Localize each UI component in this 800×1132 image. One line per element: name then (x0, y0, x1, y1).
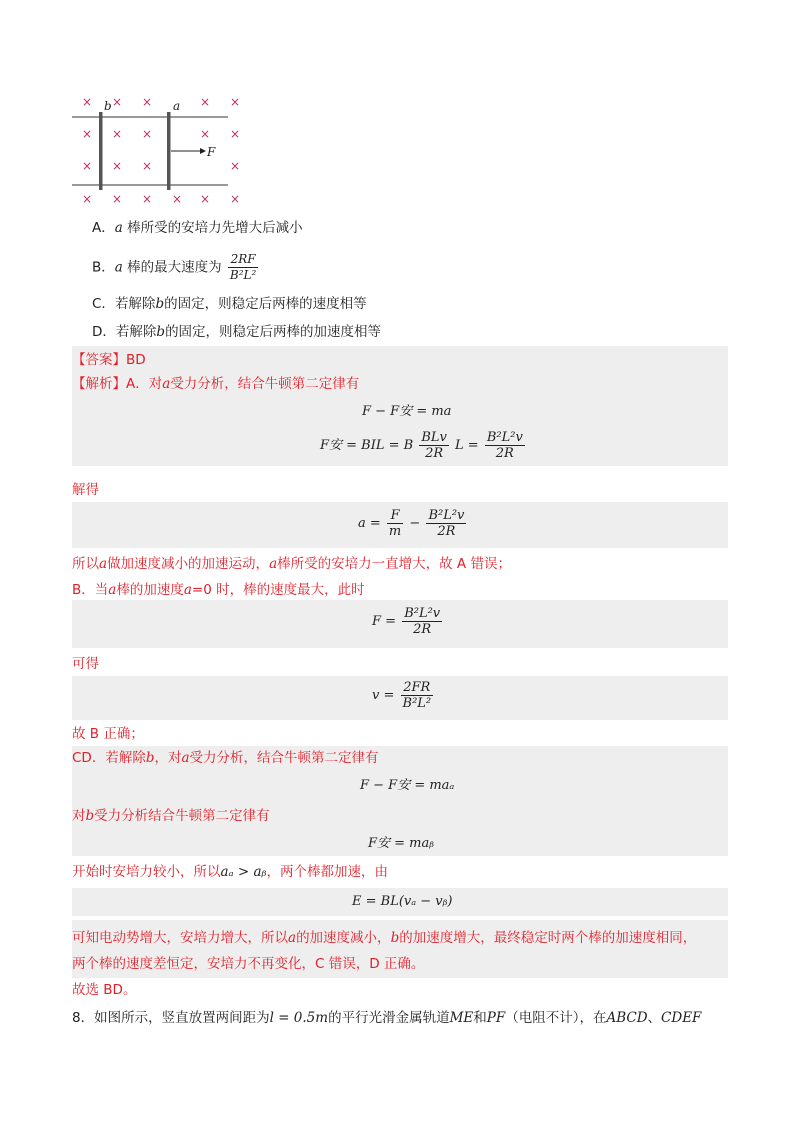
cross-mark: × (82, 127, 93, 141)
cross-mark: × (82, 192, 93, 206)
rod-a (167, 112, 171, 190)
analysis-line-9: 两个棒的速度差恒定，安培力不再变化，C 错误，D 正确。 (72, 956, 425, 972)
answer-line: 【答案】BD (72, 352, 146, 368)
equation-8: E = BL(vₐ − vᵦ) (352, 894, 453, 909)
cross-mark: × (230, 159, 241, 173)
analysis-line-6: 对b受力分析结合牛顿第二定律有 (72, 808, 270, 824)
jiede-label: 解得 (72, 482, 99, 498)
cross-mark: × (82, 159, 93, 173)
analysis-line-5: CD．若解除b，对a受力分析，结合牛顿第二定律有 (72, 750, 379, 766)
cross-mark: × (200, 192, 211, 206)
option-b: B．a 棒的最大速度为 $\frac{2RF}{\text{B²L²}}$ (92, 252, 257, 282)
equation-7: F安 = maᵦ (368, 836, 434, 851)
equation-2: F安 = BIL = B $\frac{\text{BLv}}{2R}$ L = $\frac{\text{B²L²v}}{2R}$ (320, 430, 523, 461)
cross-mark: × (142, 127, 153, 141)
label-a: a (173, 99, 181, 113)
cross-mark: × (112, 192, 123, 206)
magnetic-field-figure (72, 90, 242, 210)
analysis-line-1: 【解析】A．对a受力分析，结合牛顿第二定律有 (72, 376, 360, 392)
next-question: 8．如图所示，竖直放置两间距为l = 0.5m的平行光滑金属轨道ME和PF（电阻不计），在ABCD、CDEF (72, 1010, 702, 1026)
equation-3: a = $\frac{F}{m}$ − $\frac{\text{B²L²v}}{2R}$ (358, 508, 465, 539)
cross-mark: × (172, 192, 183, 206)
kede-label: 可得 (72, 656, 99, 672)
analysis-line-3: B．当a棒的加速度a=0 时，棒的速度最大，此时 (72, 582, 365, 598)
option-d: D．若解除b的固定，则稳定后两棒的加速度相等 (92, 324, 382, 340)
equation-4: F = $\frac{\text{B²L²v}}{2R}$ (372, 606, 441, 637)
cross-mark: × (112, 127, 123, 141)
cross-mark: × (230, 95, 241, 109)
option-c: C．若解除b的固定，则稳定后两棒的速度相等 (92, 296, 367, 312)
cross-mark: × (82, 95, 93, 109)
cross-mark: × (200, 127, 211, 141)
analysis-line-4: 故 B 正确； (72, 726, 144, 742)
equation-5: v = $\frac{2FR}{\text{B²L²}}$ (372, 680, 432, 711)
cross-mark: × (142, 159, 153, 173)
cross-mark: × (112, 159, 123, 173)
analysis-line-2: 所以a做加速度减小的加速运动，a棒所受的安培力一直增大，故 A 错误； (72, 556, 511, 572)
rod-b (99, 112, 103, 190)
analysis-line-7: 开始时安培力较小，所以aₐ > aᵦ，两个棒都加速，由 (72, 864, 388, 880)
cross-mark: × (230, 127, 241, 141)
option-a: A．a 棒所受的安培力先增大后减小 (92, 220, 303, 236)
analysis-line-10: 故选 BD。 (72, 982, 137, 998)
cross-mark: × (230, 192, 241, 206)
cross-mark: × (142, 95, 153, 109)
equation-6: F − F安 = maₐ (360, 778, 455, 793)
equation-1: F − F安 = ma (362, 404, 452, 419)
cross-mark: × (200, 95, 211, 109)
analysis-line-8: 可知电动势增大，安培力增大，所以a的加速度减小，b的加速度增大，最终稳定时两个棒的加速度相同， (72, 930, 697, 946)
cross-mark: × (142, 192, 153, 206)
label-b: b (104, 99, 112, 113)
label-force: F (207, 145, 216, 159)
cross-mark: × (112, 95, 123, 109)
